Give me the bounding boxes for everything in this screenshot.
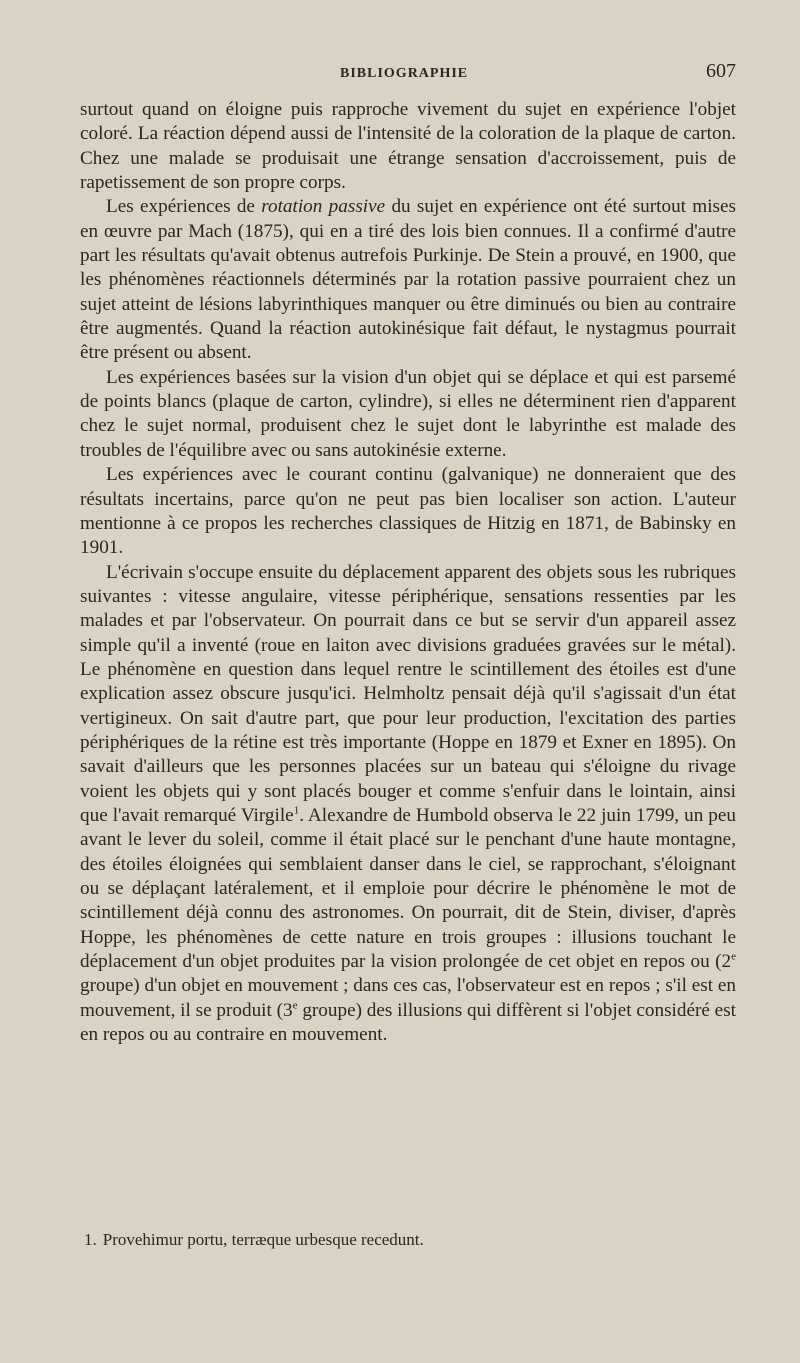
paragraph-1: surtout quand on éloigne puis rapproche vivement du sujet en expérience l'objet coloré. La réaction dépend aussi de l'intensité de la coloration de la plaque de carton. Chez une malade se produisait une étrange sensation d'accroissement, puis de rapetissement de son propre corps. xyxy=(80,99,736,194)
paragraph-2-italic: rotation passive xyxy=(261,196,386,218)
page-header xyxy=(80,60,736,90)
paragraph-4: Les expériences avec le courant continu (galvanique) ne donneraient que des résultats incertains, parce qu'on ne peut pas bien localiser son action. L'auteur mentionne à ce propos les recherches classiques de Hitzig en 1871, de Babinsky en 1901. xyxy=(80,464,736,559)
paragraph-2-rest: du sujet en expérience ont été surtout mises en œuvre par Mach (1875), qui en a tiré des lois bien connues. Il a confirmé d'autre part les résultats qu'avait obtenus autrefois Purkinje. De Stein a prouvé, en 1900, que les phénomènes réactionnels déterminés par la rotation passive pourraient chez un sujet atteint de lésions labyrinthiques manquer ou être diminués ou bien au contraire être augmentés. Quand la réaction autokinésique fait défaut, le nystagmus pourrait être présent ou absent. xyxy=(80,196,736,364)
paragraph-5-part-a: L'écrivain s'occupe ensuite du déplacement apparent des objets sous les rubriques suivantes : vitesse angulaire, vitesse périphérique, sensations ressenties par les malades et par l'observateur. On pourrait dans ce but se servir d'un appareil assez simple qu'il a inventé (roue en laiton avec divisions graduées gravées sur le métal). Le phénomène en question dans lequel rentre le scintillement des étoiles est d'une explication assez obscure jusqu'ici. Helmholtz pensait déjà qu'il s'agissait d'un état vertigineux. On sait d'autre part, que pour leur production, l'excitation des parties périphériques de la rétine est très importante (Hoppe en 1879 et Exner en 1895). On savait d'ailleurs que les personnes placées sur un bateau qui s'éloigne du rivage voient les objets qui y sont placés bouger et comme s'enfuir dans le lointain, ainsi que l'avait remarqué Virgile xyxy=(80,561,736,826)
paragraph-2-start: Les expériences de xyxy=(106,196,262,218)
footnote-text: Provehimur portu, terræque urbesque recedunt. xyxy=(102,1230,424,1249)
paragraph-5 xyxy=(80,561,736,1048)
paragraph-3: Les expériences basées sur la vision d'un objet qui se déplace et qui est parsemé de points blancs (plaque de carton, cylindre), si elles ne déterminent rien d'apparent chez le sujet normal, produisent chez le sujet dont le labyrinthe est malade des troubles de l'équilibre avec ou sans autokinésie externe. xyxy=(80,366,736,461)
body-text xyxy=(80,98,736,1047)
page-number: 607 xyxy=(706,60,736,82)
paragraph-5-part-d: groupe) des illusions qui diffèrent si l'objet considéré est en repos ou au contraire en mouvement. xyxy=(80,999,736,1046)
paragraph-5-part-b: . Alexandre de Humbold observa le 22 juin 1799, un peu avant le lever du soleil, comme il était placé sur le penchant d'une haute montagne, des étoiles éloignées qui semblaient danser dans le ciel, se rapprochant, s'éloignant ou se déplaçant latéralement, et il emploie pour décrire le phénomène le mot de scintillement déjà connu des astronomes. On pourrait, dit de Stein, diviser, d'après Hoppe, les phénomènes de cette nature en trois groupes : illusions touchant le déplacement d'un objet produites par la vision prolongée de cet objet en repos ou (2 xyxy=(80,804,736,973)
paragraph-2 xyxy=(80,195,736,365)
footnote-number: 1. xyxy=(84,1230,97,1249)
running-title: BIBLIOGRAPHIE xyxy=(340,66,469,81)
paragraph-5-part-c: groupe) d'un objet en mouvement ; dans ces cas, l'observateur est en repos ; s'il est en mouvement, il se produit (3 xyxy=(80,975,736,1021)
ordinal-suffix-3: e xyxy=(292,999,298,1012)
ordinal-suffix-2: e xyxy=(731,950,736,963)
footnote-marker: 1 xyxy=(293,804,300,817)
footnote xyxy=(80,1228,736,1252)
